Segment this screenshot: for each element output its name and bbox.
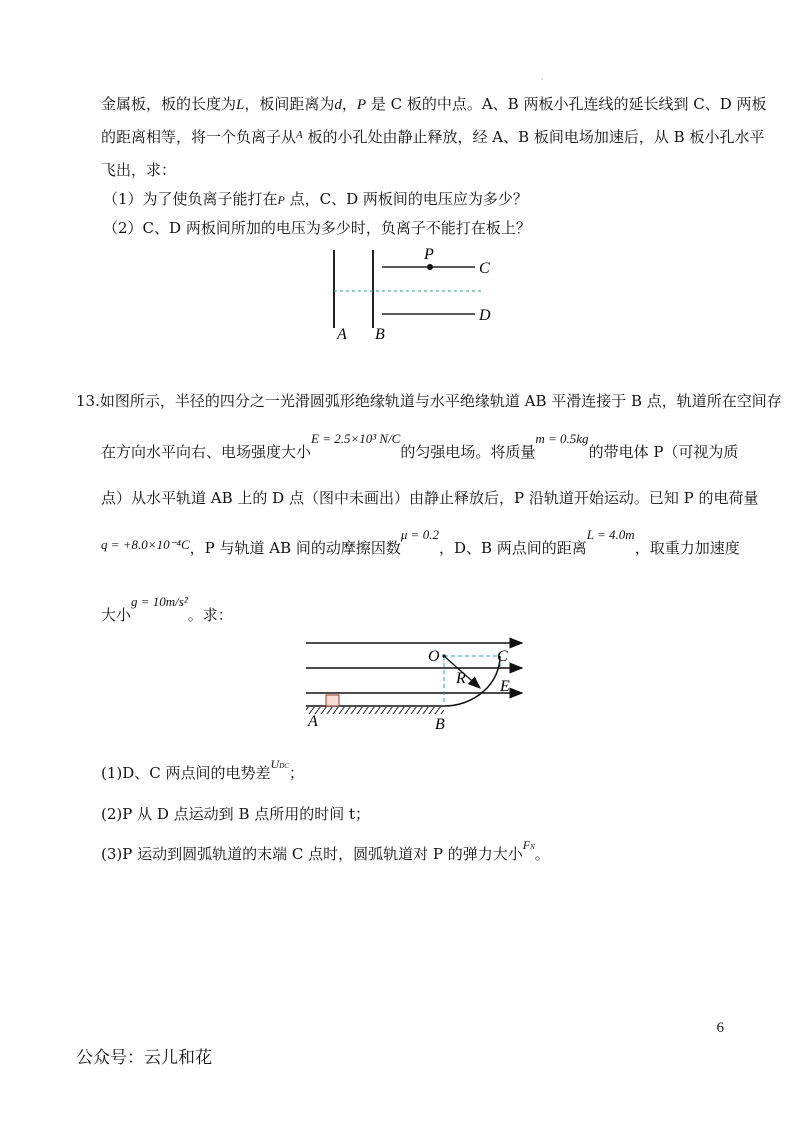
q12-subquestion-2 [103, 221, 531, 236]
label-A: A [337, 326, 347, 343]
formula-m: m = 0.5kg [535, 431, 589, 446]
symbol-U-subscript: DC [279, 762, 289, 770]
q12-line3 [101, 163, 176, 178]
q13-line5 [101, 594, 233, 624]
q13-track-diagram [300, 630, 540, 740]
label-C: C [497, 648, 508, 665]
q12-text: ，板间距离为 [244, 95, 335, 113]
q13-text: ； [288, 764, 304, 782]
label-B: B [435, 716, 445, 733]
formula-g: g = 10m/s² [131, 594, 188, 609]
q13-line1 [76, 394, 782, 409]
q12-text: 是 C 板的中点。A、B 两板小孔连线的延长线到 C、D 两板 [366, 95, 767, 113]
page-number: 6 [716, 1020, 724, 1036]
label-R: R [456, 670, 466, 687]
q12-text: （2）C、D 两板间所加的电压为多少时，负离子不能打在板上？ [103, 219, 531, 237]
q12-text: 金属板，板的长度为 [101, 95, 237, 113]
q12-text: 点，C、D 两板间的电压应为多少？ [284, 190, 528, 208]
formula-L: L = 4.0m [586, 527, 635, 542]
q13-text: 在方向水平向右、电场强度大小 [101, 443, 312, 461]
q13-text: (2)P 从 D 点运动到 B 点所用的时间 t； [101, 805, 371, 823]
q13-subquestion-1 [101, 757, 304, 782]
q13-text: 点）从水平轨道 AB 上的 D 点（图中未画出）由静止释放后，P 沿轨道开始运动。已知 P 的电荷量 [101, 489, 759, 507]
q13-text: 的匀强电场。将质量 [400, 443, 536, 461]
q12-subquestion-1 [103, 192, 528, 207]
symbol-F: F [522, 838, 531, 852]
center-O [442, 654, 445, 657]
q13-line4 [101, 527, 740, 557]
point-P [427, 264, 433, 270]
q12-text: 飞出，求： [101, 161, 177, 179]
label-P: P [424, 246, 434, 263]
label-C: C [479, 260, 490, 277]
ground-hatch [306, 707, 444, 714]
q13-line2 [101, 431, 739, 461]
formula-q: q = +8.0×10⁻⁴C [101, 537, 190, 552]
q13-text: (1)D、C 两点间的电势差 [101, 764, 271, 782]
top-dot: · [541, 75, 544, 84]
symbol-P: P [277, 193, 285, 207]
formula-mu: μ = 0.2 [400, 527, 439, 542]
q13-text: 。 [534, 845, 550, 863]
charged-body-P [326, 695, 339, 706]
q12-text: （1）为了使负离子能打在 [103, 190, 278, 208]
symbol-d: d [334, 97, 342, 113]
q13-text: (3)P 运动到圆弧轨道的末端 C 点时，圆弧轨道对 P 的弹力大小 [101, 845, 523, 863]
q13-text: ，D、B 两点间的距离 [438, 539, 587, 557]
q12-line1 [101, 97, 767, 113]
label-A: A [308, 713, 318, 730]
formula-E: E = 2.5×10³ N/C [311, 431, 401, 446]
q13-subquestion-3 [101, 838, 550, 863]
q12-text: ， [341, 95, 357, 113]
q13-text: 的带电体 P（可视为质 [588, 443, 739, 461]
label-B: B [375, 326, 385, 343]
q13-text: ，取重力加速度 [634, 539, 740, 557]
symbol-U: U [270, 757, 280, 771]
q13-text: 。求： [187, 606, 233, 624]
q13-line3 [101, 491, 758, 506]
q13-text: 13.如图所示，半径的四分之一光滑圆弧形绝缘轨道与水平绝缘轨道 AB 平滑连接于 B 点，轨道所在空间存 [76, 392, 782, 410]
q13-text: 大小 [101, 606, 132, 624]
q12-line2 [101, 130, 764, 145]
q12-text: 板的小孔处由静止释放，经 A、B 板间电场加速后，从 B 板小孔水平 [302, 128, 765, 146]
label-D: D [479, 307, 491, 324]
symbol-F-subscript: N [530, 843, 535, 851]
q12-plates-diagram [320, 245, 520, 345]
label-O: O [428, 648, 440, 665]
symbol-A: A [296, 129, 303, 141]
footer-text: 公众号：云儿和花 [76, 1048, 212, 1068]
symbol-P: P [356, 97, 367, 113]
symbol-L: L [236, 97, 245, 113]
label-E: E [500, 678, 510, 695]
q13-subquestion-2 [101, 807, 370, 822]
q13-text: ，P 与轨道 AB 间的动摩擦因数 [189, 539, 401, 557]
q12-text: 的距离相等，将一个负离子从 [101, 128, 297, 146]
